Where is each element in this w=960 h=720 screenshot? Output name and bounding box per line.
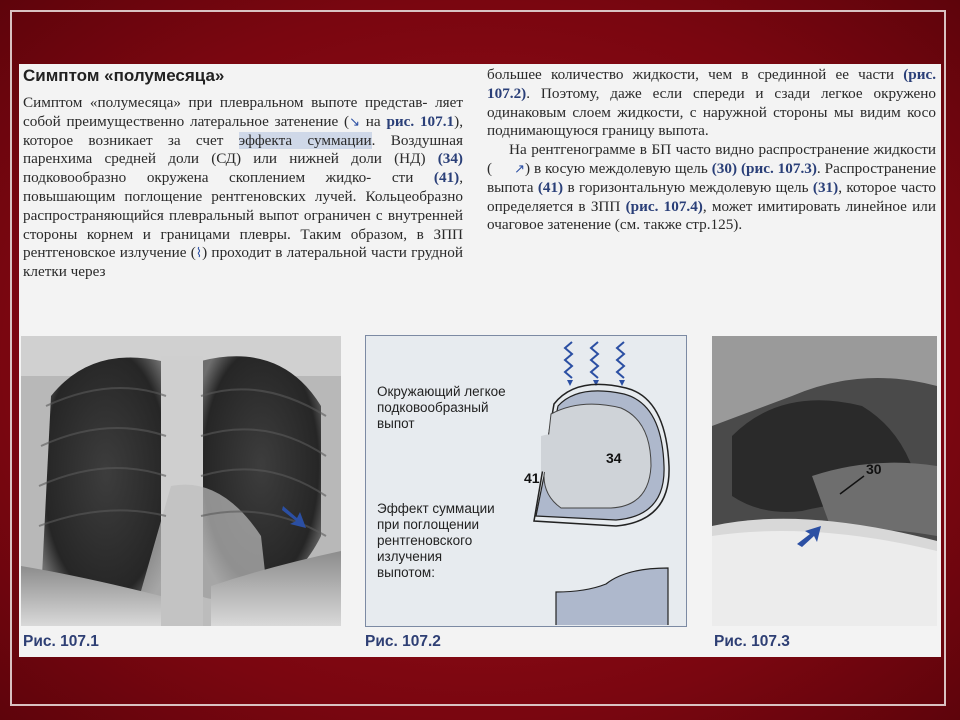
text-line: ), которое возникает за счет xyxy=(23,112,463,149)
text-line: (НД) xyxy=(394,150,438,168)
diagram-label-top: Окружающий легкое подковообразный выпот xyxy=(377,384,506,431)
text-line: . xyxy=(371,131,376,149)
xray-wave-icons xyxy=(565,342,624,378)
number-reference: (41) xyxy=(433,169,460,187)
text-line: ( xyxy=(190,244,196,262)
text-line: сти xyxy=(391,169,434,187)
diagram-number-34: 34 xyxy=(606,450,622,466)
highlighted-term: эффекта суммации xyxy=(238,131,372,149)
number-reference: (30) xyxy=(711,159,738,177)
section-heading: Симптом «полумесяца» xyxy=(23,66,225,85)
text-line: Воздушная паренхима средней доли (СД) или нижней доли xyxy=(23,131,464,168)
xray-image-107-1 xyxy=(21,336,341,626)
text-line: На рентгенограмме в БП часто видно распространение жидкости ( xyxy=(487,141,936,177)
text-line: большее количество жидкости, чем в срединной ее части xyxy=(487,66,895,83)
text-line: Кольцеобразно распространяющийся плевральный выпот xyxy=(23,187,463,224)
right-text-column xyxy=(487,66,936,235)
xray-number-30: 30 xyxy=(866,461,882,477)
text-line: в горизонтальную междолевую щель xyxy=(563,178,813,196)
text-line: ) в косую междолевую щель xyxy=(524,159,712,177)
xray-chest-lateral xyxy=(712,336,937,626)
text-line: ляет собой преимущественно латеральное затенение ( xyxy=(23,94,464,130)
xray-chest-frontal xyxy=(21,336,341,626)
left-text-column xyxy=(23,94,463,282)
book-page xyxy=(19,64,941,657)
number-reference: (31) xyxy=(812,178,839,196)
text-line: . Поэтому, даже если спереди и сзади легкое окружено одинаковым слоем жидкости, с наружной стороны мы видим косо поднимающуюся границу выпота. xyxy=(487,84,936,140)
text-line: плевры. Таким образом, в ЗПП рентгеновское излучение xyxy=(23,225,464,262)
text-line: ) проходит в латеральной части грудной клетки через xyxy=(23,244,464,281)
text-line: , повышающим поглощение рентгеновских лучей. xyxy=(23,169,463,205)
text-line: ограничен с внутренней стороны корнем и границами xyxy=(23,206,464,243)
text-line: Симптом «полумесяца» при плевральном выпоте представ- xyxy=(23,94,428,111)
xray-wave-icon: ⌇ xyxy=(195,245,203,261)
figure-reference[interactable]: (рис. 107.3) xyxy=(740,159,817,177)
arrow-down-right-icon: ↘ xyxy=(349,113,361,129)
text-line: , может имитировать линейное или очаговое затенение (см. также стр.125). xyxy=(487,197,936,234)
figure-caption: Рис. 107.2 xyxy=(365,633,441,650)
diagram-number-41: 41 xyxy=(524,470,540,486)
text-line: подковообразно окружена скоплением жидко- xyxy=(23,169,372,187)
figure-reference[interactable]: (рис. 107.2) xyxy=(487,66,936,102)
text-line: на xyxy=(360,112,381,130)
number-reference: (34) xyxy=(437,150,463,168)
figure-caption: Рис. 107.3 xyxy=(714,633,790,650)
figure-reference[interactable]: (рис. 107.4) xyxy=(625,197,703,215)
diagram-label-bottom: Эффект суммации при поглощении рентгеновского излучения выпотом: xyxy=(377,501,495,580)
number-reference: (41) xyxy=(537,178,564,196)
text-line: . Распространение выпота xyxy=(487,159,937,196)
figure-reference[interactable]: рис. 107.1 xyxy=(386,112,455,130)
text-line: , которое часто определяется в ЗПП xyxy=(487,178,936,215)
xray-image-107-3 xyxy=(712,336,937,626)
summation-profile xyxy=(556,568,668,625)
figure-caption: Рис. 107.1 xyxy=(23,633,99,650)
arrow-up-right-icon: ↗ xyxy=(514,160,525,176)
diagram-107-2 xyxy=(365,335,687,627)
